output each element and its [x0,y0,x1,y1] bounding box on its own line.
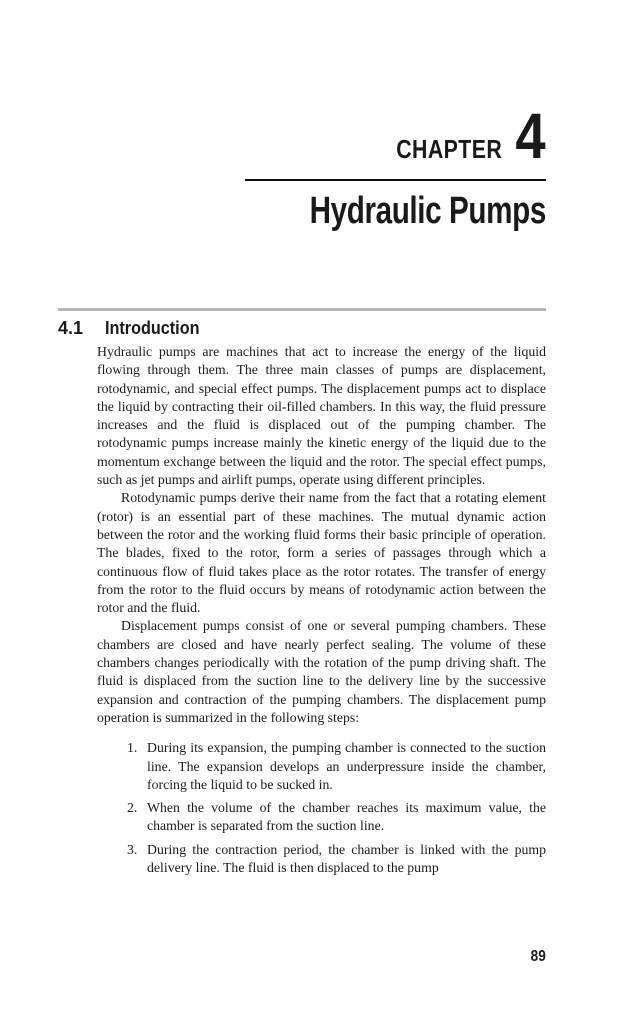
chapter-label [373,100,546,172]
chapter-number: 4 [515,100,546,172]
page-number: 89 [530,948,546,965]
paragraph: Rotodynamic pumps derive their name from the fact that a rotating element (rotor) is an essential part of these machines. The mutual dynamic action between the rotor and the working fluid forms their basic principle of operation. The blades, fixed to the rotor, form a series of passages through which a continuous flow of fluid takes place as the rotor rotates. The transfer of energy from the rotor to the fluid occurs by means of rotodynamic action between the rotor and the fluid. [97,490,546,616]
body-text [97,343,546,882]
chapter-title: Hydraulic Pumps [309,190,546,232]
list-item-text: During the contraction period, the chamber is linked with the pump delivery line. The fluid is then displaced to the pump [147,841,546,876]
section-title: Introduction [105,318,200,338]
list-item [127,841,546,878]
section-number: 4.1 [58,318,84,338]
list-item [127,799,546,836]
section-rule [58,308,546,311]
paragraph: Hydraulic pumps are machines that act to increase the energy of the liquid flowing through them. The three main classes of pumps are displacement, rotodynamic, and special effect pumps. The displacement pumps act to displace the liquid by contracting their oil-filled chambers. In this way, the fluid pressure increases and the fluid is displaced out of the pumping chamber. The rotodynamic pumps increase mainly the kinetic energy of the liquid due to the momentum exchange between the liquid and the rotor. The special effect pumps, such as jet pumps and airlift pumps, operate using different principles. [97,344,546,488]
steps-list [97,739,546,877]
paragraph: Displacement pumps consist of one or several pumping chambers. These chambers are closed and have nearly perfect sealing. The volume of these chambers changes periodically with the rotation of the pump driving shaft. The fluid is displaced from the suction line to the delivery line by the successive expansion and contraction of the pumping chambers. The displacement pump operation is summarized in the following steps: [97,618,546,725]
list-item [127,739,546,794]
list-item-text: When the volume of the chamber reaches its maximum value, the chamber is separated from the suction line. [147,800,546,834]
section-heading [58,318,210,339]
list-item-number: 2. [127,800,138,816]
list-item-number: 3. [127,841,138,857]
list-item-text: During its expansion, the pumping chamber is connected to the suction line. The expansion develops an underpressure inside the chamber, forcing the liquid to be sucked in. [147,740,546,792]
chapter-rule [245,179,546,181]
chapter-word: CHAPTER [396,133,503,164]
list-item-number: 1. [127,740,138,756]
